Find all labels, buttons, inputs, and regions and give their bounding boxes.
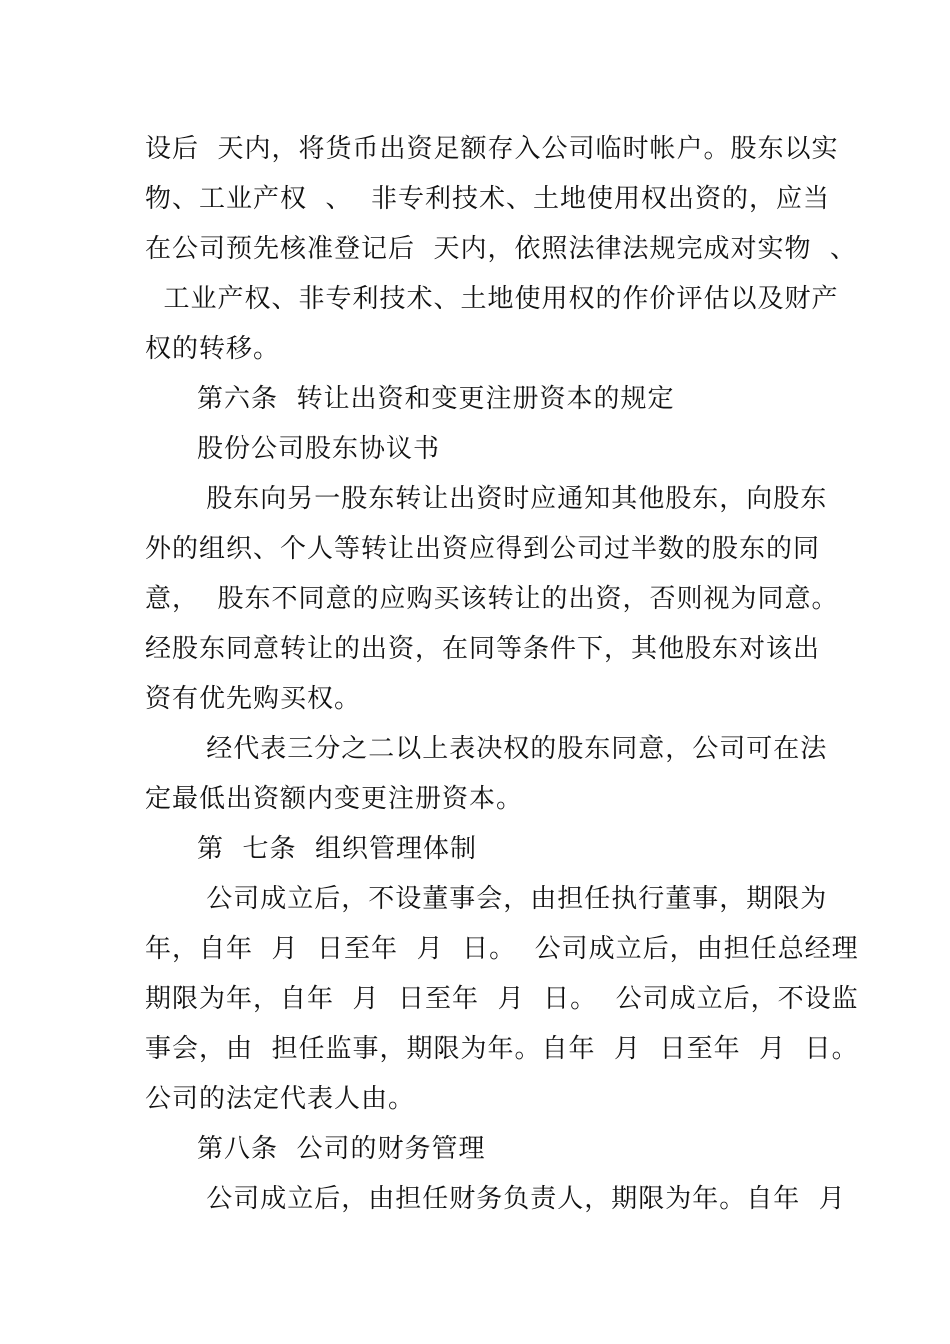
body-text-line: 在公司预先核准登记后 天内，依照法律法规完成对实物 、	[145, 234, 858, 264]
body-text-line: 工业产权、非专利技术、土地使用权的作价评估以及财产	[145, 284, 839, 314]
body-text-line: 公司成立后，由担任财务负责人，期限为年。自年 月	[197, 1184, 846, 1214]
body-text-line: 经股东同意转让的出资，在同等条件下，其他股东对该出	[145, 634, 821, 664]
article-heading: 第六条 转让出资和变更注册资本的规定	[197, 384, 675, 414]
body-text-line: 经代表三分之二以上表决权的股东同意，公司可在法	[197, 734, 828, 764]
body-text-line: 意， 股东不同意的应购买该转让的出资，否则视为同意。	[145, 584, 839, 614]
body-text-line: 设后 天内，将货币出资足额存入公司临时帐户。股东以实	[145, 134, 839, 164]
body-text-line: 资有优先购买权。	[145, 684, 362, 714]
body-text-line: 期限为年，自年 月 日至年 月 日。 公司成立后，不设监	[145, 984, 859, 1014]
body-text-line: 物、工业产权 、 非专利技术、土地使用权出资的，应当	[145, 184, 831, 214]
body-text-line: 外的组织、个人等转让出资应得到公司过半数的股东的同	[145, 534, 821, 564]
section-heading: 股份公司股东协议书	[197, 434, 441, 464]
body-text-line: 定最低出资额内变更注册资本。	[145, 784, 524, 814]
body-text-line: 公司成立后，不设董事会，由担任执行董事，期限为	[197, 884, 828, 914]
article-heading: 第 七条 组织管理体制	[197, 834, 478, 864]
body-text-line: 年，自年 月 日至年 月 日。 公司成立后，由担任总经理	[145, 934, 859, 964]
body-text-line: 公司的法定代表人由。	[145, 1084, 416, 1114]
body-text-line: 股东向另一股东转让出资时应通知其他股东，向股东	[197, 484, 828, 514]
article-heading: 第八条 公司的财务管理	[197, 1134, 486, 1164]
body-text-line: 事会，由 担任监事，期限为年。自年 月 日至年 月 日。	[145, 1034, 859, 1064]
body-text-line: 权的转移。	[145, 334, 281, 364]
